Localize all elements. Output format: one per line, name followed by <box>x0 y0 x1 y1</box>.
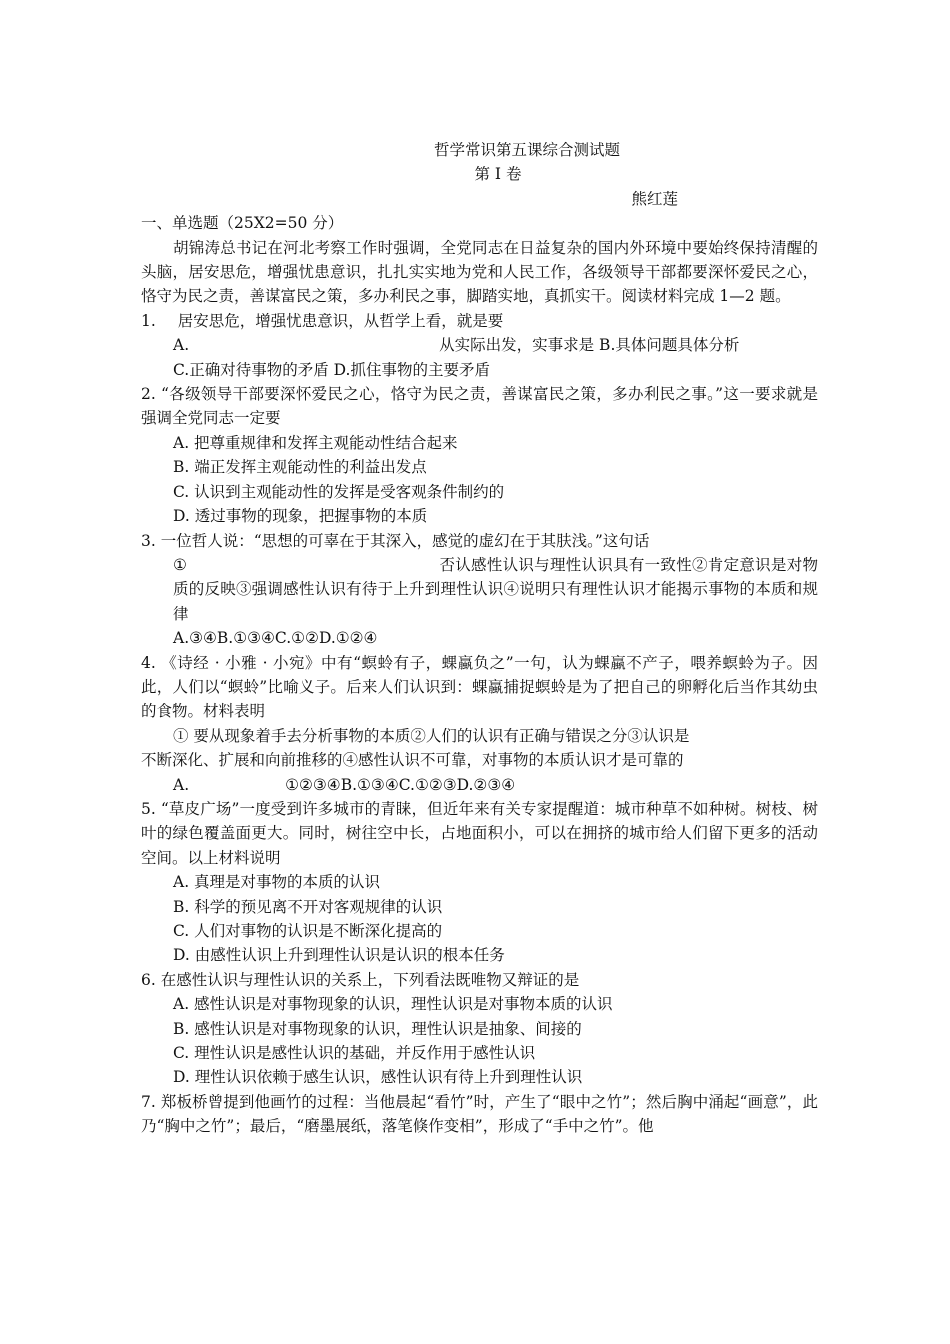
question-3-item-1-marker: ① <box>173 555 188 574</box>
question-4-answers-text: ①②③④B.①③④C.①②③D.②③④ <box>285 775 516 794</box>
question-1-options-ab-text: 从实际出发，实事求是 B.具体问题具体分析 <box>439 336 740 355</box>
question-3-items <box>141 553 818 626</box>
question-2-option-c: C. 认识到主观能动性的发挥是受客观条件制约的 <box>173 482 505 501</box>
question-3-stem: 3. 一位哲人说：“思想的可辜在于其深入，感觉的虚幻在于其肤浅。”这句话 <box>141 531 650 550</box>
author-name: 熊红莲 <box>631 189 678 208</box>
question-4-items-line-2: 不断深化、扩展和向前推移的④感性认识不可靠，对事物的本质认识才是可靠的 <box>141 751 684 770</box>
question-1-options-cd: C.正确对待事物的矛盾 D.抓住事物的主要矛盾 <box>173 360 490 379</box>
question-1-number: 1. <box>141 311 156 330</box>
question-3-items-text: 否认感性认识与理性认识具有一致性②肯定意识是对物质的反映③强调感性认识有待于上升到理性认识④说明只有理性认识才能揭示事物的本质和规律 <box>173 555 818 623</box>
section-heading: 一、单选题（25X2=50 分） <box>141 214 344 233</box>
question-4-answers <box>141 773 818 797</box>
question-1-options-ab <box>141 333 818 357</box>
question-2-option-d: D. 透过事物的现象，把握事物的本质 <box>173 507 428 526</box>
question-5-option-c: C. 人们对事物的认识是不断深化提高的 <box>173 922 443 940</box>
material-paragraph: 胡锦涛总书记在河北考察工作时强调，全党同志在日益复杂的国内外环境中要始终保持清醒的头脑，居安思危，增强忧患意识，扎扎实实地为党和人民工作，各级领导干部都要深怀爱民之心，恪守为民之责，善谋富民之策，多办利民之事，脚踏实地，真抓实干。阅读材料完成 1—2 题。 <box>141 238 818 306</box>
volume-label: 第 I 卷 <box>474 165 522 184</box>
question-5-stem: 5. “草皮广场”一度受到许多城市的青睐，但近年来有关专家提醒道：城市种草不如种树。树枝、树叶的绿色覆盖面更大。同时，树往空中长，占地面积小，可以在拥挤的城市给人们留下更多的活动空间。以上材料说明 <box>141 799 818 867</box>
question-7-stem: 7. 郑板桥曾提到他画竹的过程：当他晨起“看竹”时，产生了“眼中之竹”；然后胸中涌起“画意”，此乃“胸中之竹”；最后，“磨墨展纸，落笔倏作变相”，形成了“手中之竹”。他 <box>141 1092 818 1136</box>
question-5-option-a: A. 真理是对事物的本质的认识 <box>173 873 381 892</box>
question-6-stem: 6. 在感性认识与理性认识的关系上，下列看法既唯物又辩证的是 <box>141 970 580 989</box>
question-1-text: 居安思危，增强忧患意识，从哲学上看，就是要 <box>177 311 504 330</box>
question-5-option-d: D. 由感性认识上升到理性认识是认识的根本任务 <box>173 946 505 965</box>
question-3-answers: A.③④B.①③④C.①②D.①②④ <box>173 629 378 648</box>
question-1-option-a-label: A. <box>173 336 190 355</box>
question-2-option-a: A. 把尊重规律和发挥主观能动性结合起来 <box>173 433 458 452</box>
question-6-option-d: D. 理性认识依赖于感生认识，感性认识有待上升到理性认识 <box>173 1068 583 1087</box>
content-body <box>0 211 950 1138</box>
question-4-option-a-label: A. <box>173 775 190 794</box>
question-5-option-b: B. 科学的预见离不开对客观规律的认识 <box>173 897 443 916</box>
question-6-option-a: A. 感性认识是对事物现象的认识，理性认识是对事物本质的认识 <box>173 995 613 1014</box>
question-2-option-b: B. 端正发挥主观能动性的利益出发点 <box>173 458 427 477</box>
doc-title: 哲学常识第五课综合测试题 <box>433 141 620 159</box>
question-4-items-line-1: ① 要从现象着手去分析事物的本质②人们的认识有正确与错误之分③认识是 <box>173 726 690 745</box>
question-6-option-b: B. 感性认识是对事物现象的认识，理性认识是抽象、间接的 <box>173 1019 582 1038</box>
question-1-stem <box>141 309 818 333</box>
question-2-stem: 2. “各级领导干部要深怀爱民之心，恪守为民之责，善谋富民之策，多办利民之事。”这一要求就是强调全党同志一定要 <box>141 385 818 428</box>
question-6-option-c: C. 理性认识是感性认识的基础，并反作用于感性认识 <box>173 1044 536 1063</box>
question-4-stem: 4. 《诗经 · 小雅 · 小宛》中有“螟蛉有子，蜾蠃负之”一句，认为蜾蠃不产子，喂养螟蛉为子。因此，人们以“螟蛉”比喻义子。后来人们认识到：蜾蠃捕捉螟蛉是为了把自己的卵孵化后当作其幼虫的食物。材料表明 <box>141 653 818 721</box>
